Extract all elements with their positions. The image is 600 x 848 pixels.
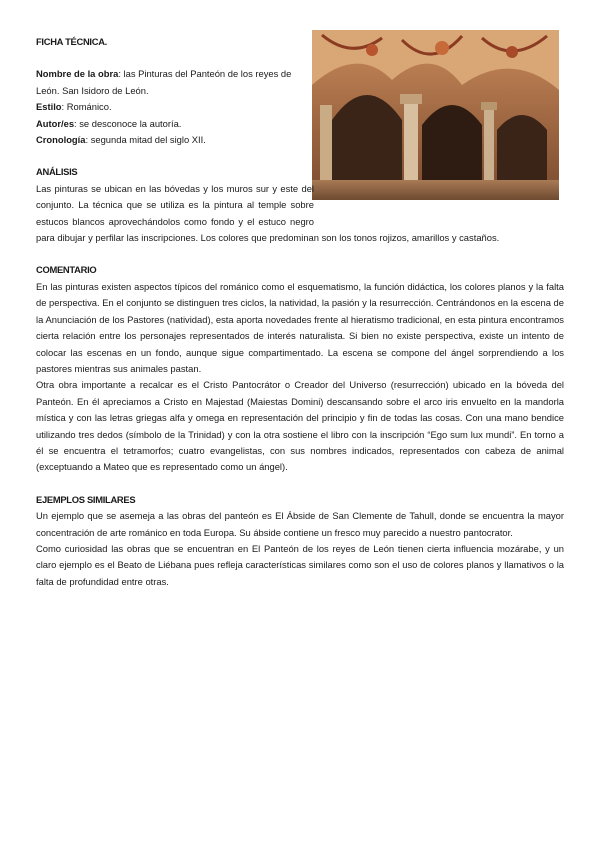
comentario-paragraph-1: En las pinturas existen aspectos típicos del románico como el esquematismo, la función didáctica, los colores planos y la falta de perspectiva. En el conjunto se distinguen tres ciclos, la natividad, la pasión y la resurrección. Centrándonos en la escena de la Anunciación de los Pastores (natividad), esta aporta novedades frente al hieratismo tradicional, en esta pintura encontramos cierta relación entre los personajes representados de interés naturalista. Si bien no existe perspectiva, existe un intento de colocar las escenas en un fondo, aunque sigue compartimentado. La escena se compone del ángel sorprendiendo a los pastores mientras sus animales pastan. [36, 280, 564, 374]
nombre-value: : las Pinturas del Panteón de los reyes de León. San Isidoro de León. [36, 68, 292, 96]
ejemplos-title: EJEMPLOS SIMILARES [36, 493, 136, 505]
ficha-tecnica-section [36, 34, 310, 148]
estilo-label: Estilo [36, 101, 62, 113]
ejemplos-paragraph-1: Un ejemplo que se asemeja a las obras del panteón es El Ábside de San Clemente de Tahull, donde se encuentra la mayor concentración de arte románico en toda Europa. Su ábside contiene un fresco muy parecido a nuestro pantocrator. [36, 510, 564, 538]
ficha-title: FICHA TÉCNICA. [36, 36, 107, 47]
nombre-line [36, 66, 310, 99]
autor-line [36, 116, 310, 132]
autor-label: Autor/es [36, 117, 75, 129]
document-body [36, 34, 564, 590]
image-wrap-spacer [314, 181, 564, 217]
cronologia-label: Cronología [36, 134, 86, 146]
cronologia-line [36, 132, 310, 148]
ejemplos-paragraph-2: Como curiosidad las obras que se encuentran en El Panteón de los reyes de León tienen cierta influencia mozárabe, y un claro ejemplo es el Beato de Liébana pues refleja características similares como son el uso de colores planos y llamativos o la falta de profundidad entre otras. [36, 542, 564, 587]
analisis-paragraph [36, 181, 564, 247]
autor-value: : se desconoce la autoría. [74, 117, 182, 129]
analisis-text: Las pinturas se ubican en las bóvedas y los muros sur y este del conjunto. La técnica que se utiliza es la pintura al temple sobre estucos blancos aprovechándolos como fondo y el estuco negro para dibujar y perfilar las inscripciones. Los colores que predominan son los tonos rojizos, amarillos y castaños. [36, 182, 500, 244]
comentario-paragraph-2: Otra obra importante a recalcar es el Cristo Pantocrátor o Creador del Universo (resurrección) ubicado en la bóveda del Panteón. En él apreciamos a Cristo en Majestad (Maiestas Domini) descansando sobre el arco iris envuelto en la mandorla mística y con las letras griegas alfa y omega en representación del principio y fin de todas las cosas. Con una mano bendice utilizando tres dedos (símbolo de la Trinidad) y con la otra sostiene el libro con la inscripción “Ego sum lux mundi”. En torno a él se encuentra el tetramorfos; cuatro evangelistas, con sus nombres indicados, representados con cabeza de animal (exceptuando a Mateo que es representado como un ángel). [36, 379, 564, 473]
estilo-value: : Románico. [61, 101, 112, 113]
comentario-title: COMENTARIO [36, 264, 97, 276]
cronologia-value: : segunda mitad del siglo XII. [85, 134, 206, 146]
estilo-line [36, 99, 310, 115]
nombre-label: Nombre de la obra [36, 68, 119, 80]
analisis-title: ANÁLISIS [36, 166, 78, 178]
